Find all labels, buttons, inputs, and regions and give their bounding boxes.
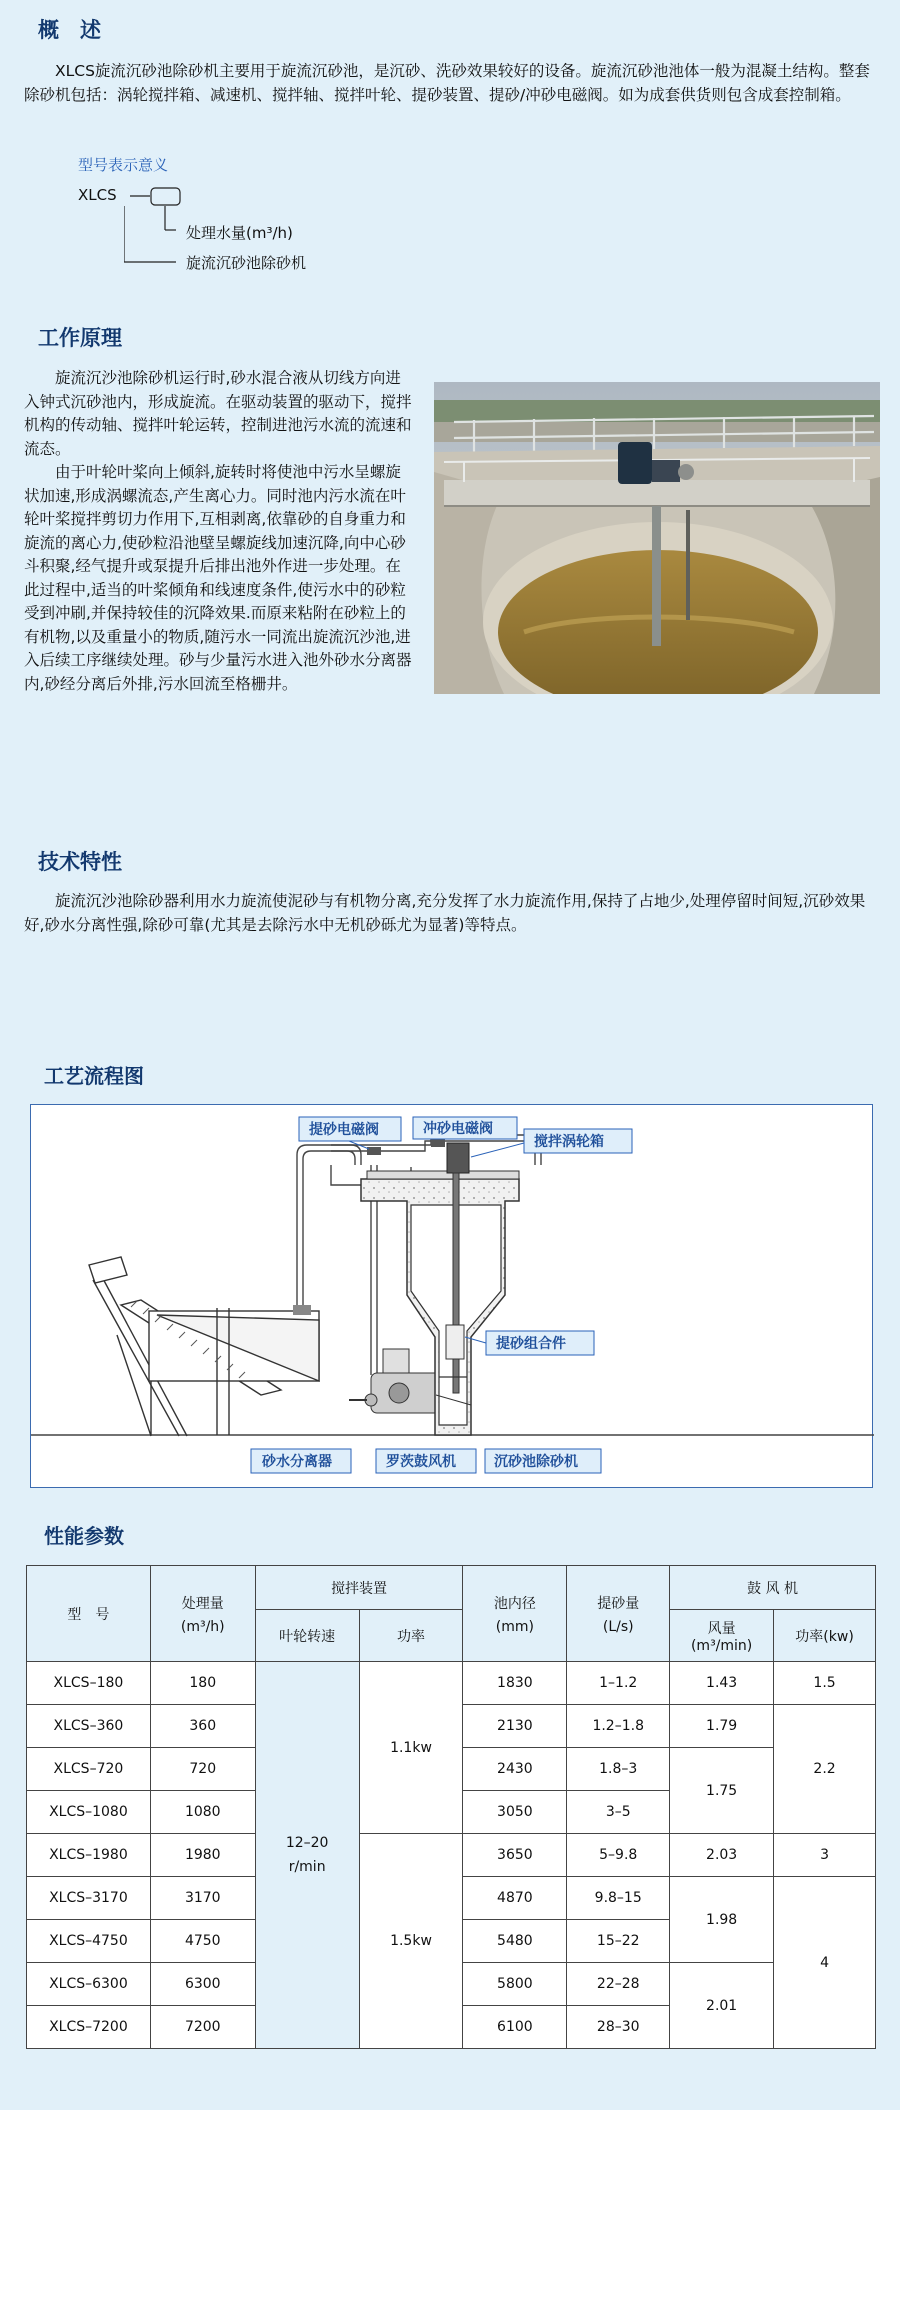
desander-label: 沉砂池除砂机 — [494, 1454, 578, 1470]
overview-paragraph: XLCS旋流沉砂池除砂机主要用于旋流沉砂池，是沉砂、洗砂效果较好的设备。旋流沉砂池池体一般为混凝土结构。整套除砂机包括：涡轮搅拌箱、减速机、搅拌轴、搅拌叶轮、提砂装置、提砂/冲砂电磁阀。如为成套供货则包含成套控制箱。 — [24, 62, 870, 104]
cell-blower-power: 3 — [774, 1834, 876, 1877]
blower-label: 罗茨鼓风机 — [386, 1454, 456, 1470]
header-impeller-speed: 叶轮转速 — [255, 1610, 359, 1662]
overview-heading: 概 述 — [38, 18, 101, 42]
features-text — [24, 890, 876, 937]
cell-lift: 1.2–1.8 — [567, 1705, 670, 1748]
header-air-flow — [670, 1610, 774, 1662]
lift-assembly-label: 提砂组合件 — [496, 1336, 566, 1352]
speed-unit: r/min — [288, 1859, 326, 1875]
process-flow-diagram — [30, 1104, 873, 1488]
principle-text — [24, 367, 416, 696]
cell-lift: 3–5 — [567, 1791, 670, 1834]
header-lift — [567, 1566, 670, 1662]
cell-model: XLCS–3170 — [27, 1877, 151, 1920]
cell-air-flow: 2.03 — [670, 1834, 774, 1877]
cell-capacity: 1080 — [150, 1791, 255, 1834]
sand-separator-drawing — [89, 1257, 319, 1436]
cell-lift: 22–28 — [567, 1963, 670, 2006]
cell-capacity: 4750 — [150, 1920, 255, 1963]
cell-lift: 5–9.8 — [567, 1834, 670, 1877]
principle-paragraph-1: 旋流沉沙池除砂机运行时,砂水混合液从切线方向进入钟式沉砂池内，形成旋流。在驱动装置的驱动下，搅拌机构的传动轴、搅拌叶轮运转，控制进池污水流的流速和流态。 — [24, 369, 412, 458]
features-heading: 技术特性 — [38, 850, 122, 874]
header-model: 型 号 — [27, 1566, 151, 1662]
header-air-flow-unit: (m³/min) — [690, 1637, 753, 1654]
header-capacity-label: 处理量 — [181, 1595, 224, 1612]
cell-power-b: 1.5kw — [359, 1834, 463, 2049]
cell-power-a: 1.1kw — [359, 1662, 463, 1834]
features-paragraph: 旋流沉沙池除砂器利用水力旋流使泥砂与有机物分离,充分发挥了水力旋流作用,保持了占地少,处理停留时间短,沉砂效果好,砂水分离性强,除砂可靠(尤其是去除污水中无机砂砾尤为显著)等特点。 — [24, 892, 866, 934]
cell-lift: 9.8–15 — [567, 1877, 670, 1920]
cell-model: XLCS–180 — [27, 1662, 151, 1705]
overview-text — [24, 60, 876, 107]
roots-blower-drawing — [349, 1349, 447, 1413]
lift-valve-label: 提砂电磁阀 — [309, 1122, 379, 1138]
header-blower: 鼓 风 机 — [670, 1566, 876, 1610]
cell-model: XLCS–360 — [27, 1705, 151, 1748]
flow-heading: 工艺流程图 — [44, 1064, 144, 1088]
header-diameter — [463, 1566, 567, 1662]
cell-diameter: 3650 — [463, 1834, 567, 1877]
cell-diameter: 1830 — [463, 1662, 567, 1705]
cell-air-flow: 2.01 — [670, 1963, 774, 2049]
table-header-row — [27, 1566, 876, 1610]
cell-model: XLCS–6300 — [27, 1963, 151, 2006]
model-name-label: 旋流沉砂池除砂机 — [186, 254, 307, 272]
header-diameter-label: 池内径 — [493, 1595, 536, 1612]
cell-air-flow: 1.43 — [670, 1662, 774, 1705]
sand-chamber-photo — [434, 382, 880, 694]
cell-capacity: 6300 — [150, 1963, 255, 2006]
header-air-flow-label: 风量 — [707, 1620, 736, 1637]
cell-air-flow: 1.79 — [670, 1705, 774, 1748]
cell-model: XLCS–7200 — [27, 2006, 151, 2049]
cell-diameter: 2130 — [463, 1705, 567, 1748]
cell-lift: 15–22 — [567, 1920, 670, 1963]
header-capacity — [150, 1566, 255, 1662]
cell-capacity: 7200 — [150, 2006, 255, 2049]
flush-valve-label: 冲砂电磁阀 — [423, 1121, 493, 1137]
cell-capacity: 720 — [150, 1748, 255, 1791]
cell-diameter: 5800 — [463, 1963, 567, 2006]
cell-lift: 1.8–3 — [567, 1748, 670, 1791]
cell-air-flow: 1.75 — [670, 1748, 774, 1834]
cell-diameter: 4870 — [463, 1877, 567, 1920]
spec-table — [26, 1565, 876, 2049]
params-heading: 性能参数 — [44, 1524, 124, 1548]
header-stirrer: 搅拌装置 — [255, 1566, 463, 1610]
table-row — [27, 1662, 876, 1705]
cell-capacity: 180 — [150, 1662, 255, 1705]
header-blower-power: 功率(kw) — [774, 1610, 876, 1662]
cell-lift: 28–30 — [567, 2006, 670, 2049]
cell-model: XLCS–1080 — [27, 1791, 151, 1834]
cell-air-flow: 1.98 — [670, 1877, 774, 1963]
cell-lift: 1–1.2 — [567, 1662, 670, 1705]
header-diameter-unit: (mm) — [495, 1618, 534, 1635]
cell-model: XLCS–4750 — [27, 1920, 151, 1963]
header-capacity-unit: (m³/h) — [180, 1618, 225, 1635]
cell-impeller-speed — [255, 1662, 359, 2049]
cell-diameter: 3050 — [463, 1791, 567, 1834]
principle-paragraph-2: 由于叶轮叶桨向上倾斜,旋转时将使池中污水呈螺旋状加速,形成涡螺流态,产生离心力。同时池内污水流在叶轮叶桨搅拌剪切力作用下,互相剥离,依靠砂的自身重力和旋流的离心力,使砂粒沿池壁呈螺旋线加速沉降,向中心砂斗积聚,经气提升或泵提升后排出池外作进一步处理。在此过程中,适当的叶桨倾角和线速度条件,使污水中的砂粒受到冲刷,并保持较佳的沉降效果.而原来粘附在砂粒上的有机物,以及重量小的物质,随污水一同流出旋流沉沙池,进入后续工序继续处理。砂与少量污水进入池外砂水分离器内,砂经分离后外排,污水回流至格栅井。 — [24, 463, 412, 693]
speed-value: 12–20 — [285, 1835, 329, 1851]
cell-blower-power: 1.5 — [774, 1662, 876, 1705]
separator-label: 砂水分离器 — [262, 1454, 332, 1470]
cell-model: XLCS–720 — [27, 1748, 151, 1791]
header-lift-label: 提砂量 — [597, 1595, 640, 1612]
model-code: XLCS — [78, 186, 117, 204]
header-lift-unit: (L/s) — [602, 1618, 634, 1635]
cell-blower-power: 4 — [774, 1877, 876, 2049]
cell-diameter: 2430 — [463, 1748, 567, 1791]
cell-diameter: 5480 — [463, 1920, 567, 1963]
cell-capacity: 360 — [150, 1705, 255, 1748]
cell-capacity: 3170 — [150, 1877, 255, 1920]
cell-blower-power: 2.2 — [774, 1705, 876, 1834]
cell-model: XLCS–1980 — [27, 1834, 151, 1877]
principle-heading: 工作原理 — [38, 326, 122, 350]
header-power: 功率 — [359, 1610, 463, 1662]
model-title: 型号表示意义 — [78, 156, 169, 174]
cell-diameter: 6100 — [463, 2006, 567, 2049]
model-capacity-label: 处理水量(m³/h) — [186, 224, 293, 242]
cell-capacity: 1980 — [150, 1834, 255, 1877]
table-row — [27, 1834, 876, 1877]
gearbox-label: 搅拌涡轮箱 — [534, 1134, 604, 1150]
